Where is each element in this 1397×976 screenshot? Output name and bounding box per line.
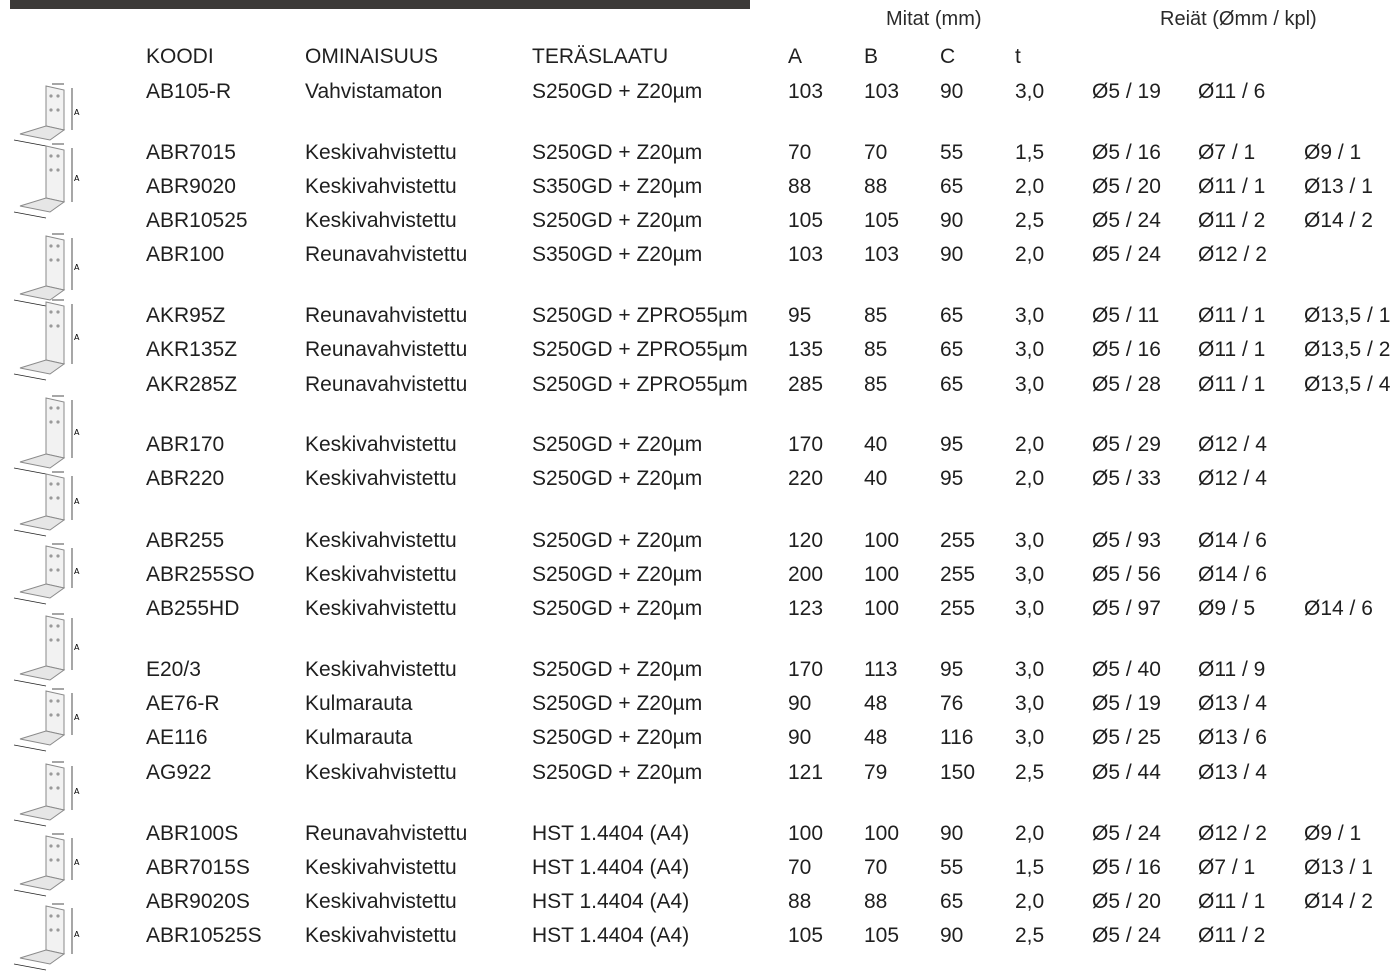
table-row xyxy=(0,242,1397,276)
table-row xyxy=(0,466,1397,500)
steel-grade-cell: S250GD + Z20µm xyxy=(532,80,703,103)
table-row xyxy=(0,337,1397,371)
holes-2-cell: Ø12 / 4 xyxy=(1198,433,1267,456)
dim-a-cell: 103 xyxy=(788,80,824,103)
dim-a-cell: 121 xyxy=(788,761,824,784)
dim-b-cell: 103 xyxy=(864,243,900,266)
holes-group-heading: Reiät (Ømm / kpl) xyxy=(1160,8,1317,30)
table-row xyxy=(0,923,1397,957)
thickness-cell: 3,0 xyxy=(1015,597,1045,620)
steel-grade-cell: S250GD + Z20µm xyxy=(532,563,703,586)
holes-2-cell: Ø11 / 1 xyxy=(1198,338,1266,361)
steel-grade-cell: S350GD + Z20µm xyxy=(532,243,703,266)
dim-b-cell: 103 xyxy=(864,80,900,103)
holes-1-cell: Ø5 / 24 xyxy=(1092,243,1161,266)
steel-grade-cell: S250GD + Z20µm xyxy=(532,692,703,715)
dim-b-cell: 48 xyxy=(864,726,888,749)
angle-bracket-icon xyxy=(6,392,84,478)
dim-a-cell: 88 xyxy=(788,890,812,913)
angle-bracket-icon xyxy=(6,900,84,974)
dim-b-cell: 48 xyxy=(864,692,888,715)
holes-1-cell: Ø5 / 19 xyxy=(1092,692,1161,715)
dim-b-cell: 100 xyxy=(864,822,900,845)
angle-bracket-icon xyxy=(6,468,84,540)
code-cell: AE116 xyxy=(146,726,208,749)
svg-text:A: A xyxy=(74,787,80,796)
table-row xyxy=(0,79,1397,113)
holes-3-cell: Ø13,5 / 2 xyxy=(1304,338,1391,361)
dim-a-cell: 88 xyxy=(788,175,812,198)
dim-a-cell: 105 xyxy=(788,209,824,232)
holes-2-cell: Ø12 / 2 xyxy=(1198,243,1267,266)
angle-bracket-icon xyxy=(6,140,84,222)
table-row xyxy=(0,725,1397,759)
holes-1-cell: Ø5 / 25 xyxy=(1092,726,1161,749)
thickness-cell: 2,0 xyxy=(1015,243,1045,266)
holes-3-cell: Ø14 / 6 xyxy=(1304,597,1373,620)
holes-2-cell: Ø11 / 2 xyxy=(1198,924,1266,947)
steel-grade-cell: S250GD + Z20µm xyxy=(532,433,703,456)
holes-2-cell: Ø13 / 6 xyxy=(1198,726,1267,749)
steel-grade-cell: S250GD + Z20µm xyxy=(532,658,703,681)
dim-a-cell: 220 xyxy=(788,467,824,490)
thickness-cell: 2,0 xyxy=(1015,890,1045,913)
steel-grade-cell: S250GD + Z20µm xyxy=(532,597,703,620)
table-row xyxy=(0,855,1397,889)
thickness-cell: 2,5 xyxy=(1015,209,1045,232)
holes-2-cell: Ø11 / 1 xyxy=(1198,373,1266,396)
angle-bracket-icon xyxy=(6,540,84,608)
holes-1-cell: Ø5 / 16 xyxy=(1092,141,1161,164)
holes-3-cell: Ø13,5 / 1 xyxy=(1304,304,1391,327)
table-row xyxy=(0,174,1397,208)
holes-3-cell: Ø9 / 1 xyxy=(1304,141,1362,164)
holes-2-cell: Ø13 / 4 xyxy=(1198,761,1267,784)
thickness-cell: 3,0 xyxy=(1015,529,1045,552)
code-cell: AE76-R xyxy=(146,692,220,715)
dim-a-cell: 90 xyxy=(788,726,812,749)
dimensions-group-heading: Mitat (mm) xyxy=(886,8,982,30)
thickness-cell: 3,0 xyxy=(1015,373,1045,396)
code-cell: ABR100 xyxy=(146,243,225,266)
dim-a-cell: 170 xyxy=(788,658,824,681)
thickness-cell: 2,0 xyxy=(1015,433,1045,456)
code-cell: AB105-R xyxy=(146,80,232,103)
dim-c-cell: 65 xyxy=(940,373,964,396)
thickness-cell: 1,5 xyxy=(1015,856,1045,879)
svg-text:A: A xyxy=(74,108,80,117)
dim-a-cell: 90 xyxy=(788,692,812,715)
dim-c-cell: 65 xyxy=(940,338,964,361)
dim-c-cell: 65 xyxy=(940,890,964,913)
angle-bracket-icon xyxy=(6,610,84,690)
property-cell: Keskivahvistettu xyxy=(305,433,457,456)
dim-c-cell: 116 xyxy=(940,726,974,749)
thickness-cell: 3,0 xyxy=(1015,80,1045,103)
thickness-cell: 3,0 xyxy=(1015,658,1045,681)
column-header-t: t xyxy=(1015,45,1021,68)
holes-1-cell: Ø5 / 20 xyxy=(1092,890,1161,913)
code-cell: AKR95Z xyxy=(146,304,226,327)
property-cell: Keskivahvistettu xyxy=(305,890,457,913)
holes-2-cell: Ø11 / 1 xyxy=(1198,304,1266,327)
dim-c-cell: 95 xyxy=(940,658,964,681)
property-cell: Keskivahvistettu xyxy=(305,563,457,586)
table-row xyxy=(0,691,1397,725)
dim-c-cell: 55 xyxy=(940,856,964,879)
dim-a-cell: 70 xyxy=(788,141,812,164)
property-cell: Kulmarauta xyxy=(305,726,413,749)
holes-3-cell: Ø14 / 2 xyxy=(1304,890,1373,913)
holes-1-cell: Ø5 / 29 xyxy=(1092,433,1161,456)
table-row xyxy=(0,821,1397,855)
code-cell: ABR9020S xyxy=(146,890,250,913)
svg-text:A: A xyxy=(74,930,80,939)
table-row xyxy=(0,528,1397,562)
code-cell: ABR100S xyxy=(146,822,239,845)
column-header-property: OMINAISUUS xyxy=(305,45,439,68)
column-header-a: A xyxy=(788,45,803,68)
holes-3-cell: Ø13,5 / 4 xyxy=(1304,373,1391,396)
table-row xyxy=(0,889,1397,923)
holes-1-cell: Ø5 / 33 xyxy=(1092,467,1161,490)
column-header-steel-grade: TERÄSLAATU xyxy=(532,45,669,68)
code-cell: E20/3 xyxy=(146,658,201,681)
holes-1-cell: Ø5 / 16 xyxy=(1092,338,1161,361)
dim-b-cell: 113 xyxy=(864,658,898,681)
code-cell: ABR7015 xyxy=(146,141,236,164)
dim-a-cell: 95 xyxy=(788,304,812,327)
holes-3-cell: Ø13 / 1 xyxy=(1304,175,1373,198)
holes-1-cell: Ø5 / 40 xyxy=(1092,658,1161,681)
table-row xyxy=(0,140,1397,174)
svg-text:A: A xyxy=(74,497,80,506)
column-header-b: B xyxy=(864,45,879,68)
holes-2-cell: Ø14 / 6 xyxy=(1198,529,1267,552)
property-cell: Keskivahvistettu xyxy=(305,658,457,681)
holes-2-cell: Ø12 / 4 xyxy=(1198,467,1267,490)
dim-c-cell: 150 xyxy=(940,761,976,784)
property-cell: Reunavahvistettu xyxy=(305,822,468,845)
code-cell: ABR255SO xyxy=(146,563,255,586)
table-row xyxy=(0,760,1397,794)
holes-3-cell: Ø14 / 2 xyxy=(1304,209,1373,232)
dim-b-cell: 100 xyxy=(864,597,900,620)
dim-c-cell: 255 xyxy=(940,597,976,620)
holes-2-cell: Ø11 / 2 xyxy=(1198,209,1266,232)
code-cell: AKR135Z xyxy=(146,338,238,361)
svg-text:A: A xyxy=(74,643,80,652)
dim-c-cell: 55 xyxy=(940,141,964,164)
dim-c-cell: 255 xyxy=(940,563,976,586)
header-bar xyxy=(10,0,750,9)
property-cell: Keskivahvistettu xyxy=(305,209,457,232)
code-cell: ABR9020 xyxy=(146,175,236,198)
dim-b-cell: 40 xyxy=(864,433,888,456)
code-cell: AB255HD xyxy=(146,597,240,620)
steel-grade-cell: HST 1.4404 (A4) xyxy=(532,924,690,947)
dim-a-cell: 135 xyxy=(788,338,824,361)
dim-b-cell: 105 xyxy=(864,924,900,947)
dim-b-cell: 88 xyxy=(864,890,888,913)
steel-grade-cell: S250GD + Z20µm xyxy=(532,761,703,784)
property-cell: Reunavahvistettu xyxy=(305,243,468,266)
steel-grade-cell: S350GD + Z20µm xyxy=(532,175,703,198)
table-row xyxy=(0,372,1397,406)
holes-2-cell: Ø11 / 1 xyxy=(1198,890,1266,913)
dim-a-cell: 120 xyxy=(788,529,824,552)
dim-c-cell: 255 xyxy=(940,529,976,552)
dim-c-cell: 65 xyxy=(940,175,964,198)
property-cell: Keskivahvistettu xyxy=(305,761,457,784)
thickness-cell: 3,0 xyxy=(1015,692,1045,715)
column-header-code: KOODI xyxy=(146,45,214,68)
table-row xyxy=(0,208,1397,242)
code-cell: ABR255 xyxy=(146,529,225,552)
holes-3-cell: Ø13 / 1 xyxy=(1304,856,1373,879)
thickness-cell: 3,0 xyxy=(1015,304,1045,327)
holes-1-cell: Ø5 / 44 xyxy=(1092,761,1161,784)
thickness-cell: 3,0 xyxy=(1015,563,1045,586)
svg-text:A: A xyxy=(74,428,80,437)
dim-c-cell: 90 xyxy=(940,243,964,266)
thickness-cell: 2,0 xyxy=(1015,822,1045,845)
holes-1-cell: Ø5 / 11 xyxy=(1092,304,1160,327)
dim-a-cell: 123 xyxy=(788,597,824,620)
dim-b-cell: 85 xyxy=(864,304,888,327)
steel-grade-cell: S250GD + ZPRO55µm xyxy=(532,373,748,396)
property-cell: Kulmarauta xyxy=(305,692,413,715)
code-cell: ABR170 xyxy=(146,433,225,456)
property-cell: Keskivahvistettu xyxy=(305,175,457,198)
holes-2-cell: Ø13 / 4 xyxy=(1198,692,1267,715)
dim-b-cell: 100 xyxy=(864,529,900,552)
holes-1-cell: Ø5 / 19 xyxy=(1092,80,1161,103)
table-row xyxy=(0,596,1397,630)
code-cell: AG922 xyxy=(146,761,212,784)
steel-grade-cell: S250GD + Z20µm xyxy=(532,726,703,749)
holes-2-cell: Ø11 / 9 xyxy=(1198,658,1266,681)
property-cell: Keskivahvistettu xyxy=(305,597,457,620)
steel-grade-cell: S250GD + ZPRO55µm xyxy=(532,304,748,327)
dim-a-cell: 70 xyxy=(788,856,812,879)
dim-c-cell: 90 xyxy=(940,209,964,232)
property-cell: Reunavahvistettu xyxy=(305,304,468,327)
dim-a-cell: 200 xyxy=(788,563,824,586)
thickness-cell: 2,5 xyxy=(1015,924,1045,947)
thickness-cell: 2,0 xyxy=(1015,467,1045,490)
dim-c-cell: 90 xyxy=(940,924,964,947)
table-row xyxy=(0,657,1397,691)
angle-bracket-icon xyxy=(6,296,84,384)
dim-c-cell: 65 xyxy=(940,304,964,327)
dim-c-cell: 95 xyxy=(940,467,964,490)
property-cell: Reunavahvistettu xyxy=(305,373,468,396)
holes-2-cell: Ø11 / 1 xyxy=(1198,175,1266,198)
holes-2-cell: Ø14 / 6 xyxy=(1198,563,1267,586)
property-cell: Keskivahvistettu xyxy=(305,467,457,490)
column-header-c: C xyxy=(940,45,956,68)
svg-text:A: A xyxy=(74,174,80,183)
code-cell: ABR10525S xyxy=(146,924,262,947)
holes-1-cell: Ø5 / 16 xyxy=(1092,856,1161,879)
thickness-cell: 2,5 xyxy=(1015,761,1045,784)
steel-grade-cell: S250GD + ZPRO55µm xyxy=(532,338,748,361)
dim-a-cell: 170 xyxy=(788,433,824,456)
steel-grade-cell: S250GD + Z20µm xyxy=(532,529,703,552)
dim-a-cell: 285 xyxy=(788,373,824,396)
thickness-cell: 2,0 xyxy=(1015,175,1045,198)
property-cell: Keskivahvistettu xyxy=(305,141,457,164)
steel-grade-cell: HST 1.4404 (A4) xyxy=(532,856,690,879)
dim-b-cell: 85 xyxy=(864,338,888,361)
table-row xyxy=(0,432,1397,466)
holes-1-cell: Ø5 / 20 xyxy=(1092,175,1161,198)
holes-2-cell: Ø9 / 5 xyxy=(1198,597,1256,620)
thickness-cell: 3,0 xyxy=(1015,726,1045,749)
dim-a-cell: 105 xyxy=(788,924,824,947)
property-cell: Reunavahvistettu xyxy=(305,338,468,361)
table-row xyxy=(0,303,1397,337)
dim-a-cell: 103 xyxy=(788,243,824,266)
dim-b-cell: 70 xyxy=(864,856,888,879)
holes-2-cell: Ø7 / 1 xyxy=(1198,856,1256,879)
angle-bracket-icon xyxy=(6,830,84,900)
dim-b-cell: 105 xyxy=(864,209,900,232)
dim-b-cell: 85 xyxy=(864,373,888,396)
dim-c-cell: 95 xyxy=(940,433,964,456)
dim-b-cell: 100 xyxy=(864,563,900,586)
property-cell: Vahvistamaton xyxy=(305,80,443,103)
holes-2-cell: Ø7 / 1 xyxy=(1198,141,1256,164)
holes-2-cell: Ø11 / 6 xyxy=(1198,80,1266,103)
code-cell: ABR7015S xyxy=(146,856,250,879)
steel-grade-cell: HST 1.4404 (A4) xyxy=(532,822,690,845)
property-cell: Keskivahvistettu xyxy=(305,856,457,879)
dim-b-cell: 40 xyxy=(864,467,888,490)
property-cell: Keskivahvistettu xyxy=(305,529,457,552)
svg-text:A: A xyxy=(74,858,80,867)
holes-1-cell: Ø5 / 28 xyxy=(1092,373,1161,396)
dim-c-cell: 90 xyxy=(940,822,964,845)
steel-grade-cell: S250GD + Z20µm xyxy=(532,209,703,232)
code-cell: ABR10525 xyxy=(146,209,248,232)
steel-grade-cell: S250GD + Z20µm xyxy=(532,141,703,164)
svg-text:A: A xyxy=(74,567,80,576)
dim-c-cell: 90 xyxy=(940,80,964,103)
code-cell: AKR285Z xyxy=(146,373,238,396)
steel-grade-cell: S250GD + Z20µm xyxy=(532,467,703,490)
svg-text:A: A xyxy=(74,263,80,272)
holes-1-cell: Ø5 / 97 xyxy=(1092,597,1161,620)
holes-1-cell: Ø5 / 93 xyxy=(1092,529,1161,552)
holes-1-cell: Ø5 / 56 xyxy=(1092,563,1161,586)
holes-1-cell: Ø5 / 24 xyxy=(1092,924,1161,947)
holes-3-cell: Ø9 / 1 xyxy=(1304,822,1362,845)
holes-1-cell: Ø5 / 24 xyxy=(1092,822,1161,845)
code-cell: ABR220 xyxy=(146,467,225,490)
thickness-cell: 3,0 xyxy=(1015,338,1045,361)
dim-b-cell: 70 xyxy=(864,141,888,164)
angle-bracket-icon xyxy=(6,685,84,755)
thickness-cell: 1,5 xyxy=(1015,141,1045,164)
table-row xyxy=(0,562,1397,596)
angle-bracket-icon xyxy=(6,758,84,830)
steel-grade-cell: HST 1.4404 (A4) xyxy=(532,890,690,913)
dim-b-cell: 88 xyxy=(864,175,888,198)
svg-text:A: A xyxy=(74,333,80,342)
dim-c-cell: 76 xyxy=(940,692,964,715)
svg-text:A: A xyxy=(74,713,80,722)
dim-a-cell: 100 xyxy=(788,822,824,845)
holes-2-cell: Ø12 / 2 xyxy=(1198,822,1267,845)
dim-b-cell: 79 xyxy=(864,761,888,784)
property-cell: Keskivahvistettu xyxy=(305,924,457,947)
holes-1-cell: Ø5 / 24 xyxy=(1092,209,1161,232)
